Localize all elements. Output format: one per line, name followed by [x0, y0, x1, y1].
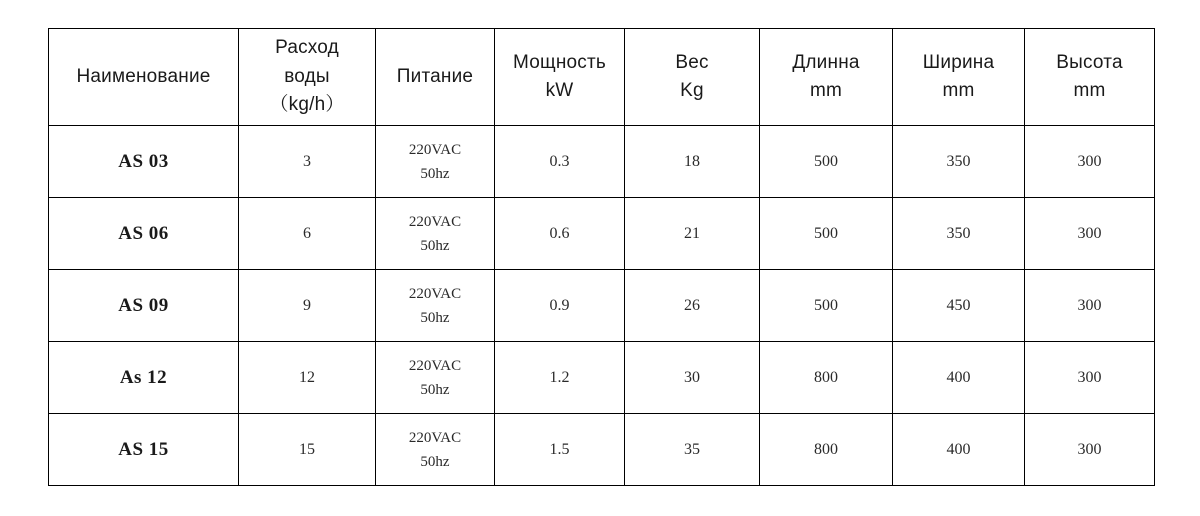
cell-weight: 26	[625, 270, 760, 342]
power-frequency: 50hz	[420, 381, 450, 398]
cell-kw: 0.9	[495, 270, 625, 342]
cell-weight: 35	[625, 414, 760, 486]
cell-width: 450	[893, 270, 1025, 342]
header-line-1: Ширина	[922, 51, 995, 73]
header-line-1: Мощность	[512, 51, 606, 73]
cell-length: 500	[760, 126, 893, 198]
cell-height: 300	[1025, 414, 1155, 486]
cell-weight: 30	[625, 342, 760, 414]
cell-model: AS 15	[49, 414, 239, 486]
cell-model: AS 09	[49, 270, 239, 342]
header-line-2: mm	[942, 80, 975, 101]
header-line-2: воды	[284, 65, 330, 87]
cell-width: 350	[893, 198, 1025, 270]
cell-water: 15	[239, 414, 376, 486]
column-header-width	[893, 29, 1025, 126]
column-header-height	[1025, 29, 1155, 126]
header-line-2: mm	[1073, 80, 1106, 101]
power-frequency: 50hz	[420, 237, 450, 254]
specification-table-container	[48, 28, 1154, 486]
table-row	[49, 270, 1155, 342]
power-frequency: 50hz	[420, 309, 450, 326]
power-voltage: 220VAC	[408, 357, 462, 374]
column-header-power-supply	[376, 29, 495, 126]
header-line-1: Высота	[1056, 51, 1123, 73]
table-body	[49, 126, 1155, 486]
column-header-length	[760, 29, 893, 126]
header-row	[49, 29, 1155, 126]
cell-width: 400	[893, 342, 1025, 414]
cell-power-supply	[376, 126, 495, 198]
cell-water: 12	[239, 342, 376, 414]
column-header-name	[49, 29, 239, 126]
cell-height: 300	[1025, 270, 1155, 342]
cell-length: 800	[760, 342, 893, 414]
cell-model: AS 06	[49, 198, 239, 270]
cell-kw: 1.5	[495, 414, 625, 486]
cell-length: 500	[760, 270, 893, 342]
cell-power-supply	[376, 270, 495, 342]
header-line-1: Расход	[275, 37, 339, 59]
specification-table	[48, 28, 1155, 486]
cell-kw: 0.3	[495, 126, 625, 198]
header-line-1: Наименование	[76, 65, 211, 87]
cell-height: 300	[1025, 126, 1155, 198]
power-voltage: 220VAC	[408, 141, 462, 158]
cell-length: 500	[760, 198, 893, 270]
table-row	[49, 126, 1155, 198]
power-voltage: 220VAC	[408, 213, 462, 230]
cell-height: 300	[1025, 198, 1155, 270]
power-frequency: 50hz	[420, 165, 450, 182]
table-row	[49, 198, 1155, 270]
cell-water: 6	[239, 198, 376, 270]
cell-width: 350	[893, 126, 1025, 198]
table-header	[49, 29, 1155, 126]
cell-power-supply	[376, 414, 495, 486]
cell-water: 9	[239, 270, 376, 342]
cell-power-supply	[376, 342, 495, 414]
header-line-3: （kg/h）	[269, 94, 345, 116]
cell-weight: 21	[625, 198, 760, 270]
cell-power-supply	[376, 198, 495, 270]
cell-length: 800	[760, 414, 893, 486]
header-line-2: mm	[809, 80, 843, 101]
column-header-power-kw	[495, 29, 625, 126]
cell-kw: 0.6	[495, 198, 625, 270]
cell-kw: 1.2	[495, 342, 625, 414]
header-line-1: Питание	[396, 65, 474, 87]
power-voltage: 220VAC	[408, 429, 462, 446]
cell-water: 3	[239, 126, 376, 198]
cell-width: 400	[893, 414, 1025, 486]
table-row	[49, 414, 1155, 486]
cell-weight: 18	[625, 126, 760, 198]
cell-height: 300	[1025, 342, 1155, 414]
header-line-2: Kg	[680, 80, 704, 101]
column-header-water-consumption	[239, 29, 376, 126]
cell-model: AS 03	[49, 126, 239, 198]
cell-model: As 12	[49, 342, 239, 414]
table-row	[49, 342, 1155, 414]
column-header-weight	[625, 29, 760, 126]
header-line-1: Вес	[675, 51, 709, 73]
power-voltage: 220VAC	[408, 285, 462, 302]
header-line-2: kW	[545, 80, 574, 101]
header-line-1: Длинна	[792, 51, 860, 73]
power-frequency: 50hz	[420, 453, 450, 470]
